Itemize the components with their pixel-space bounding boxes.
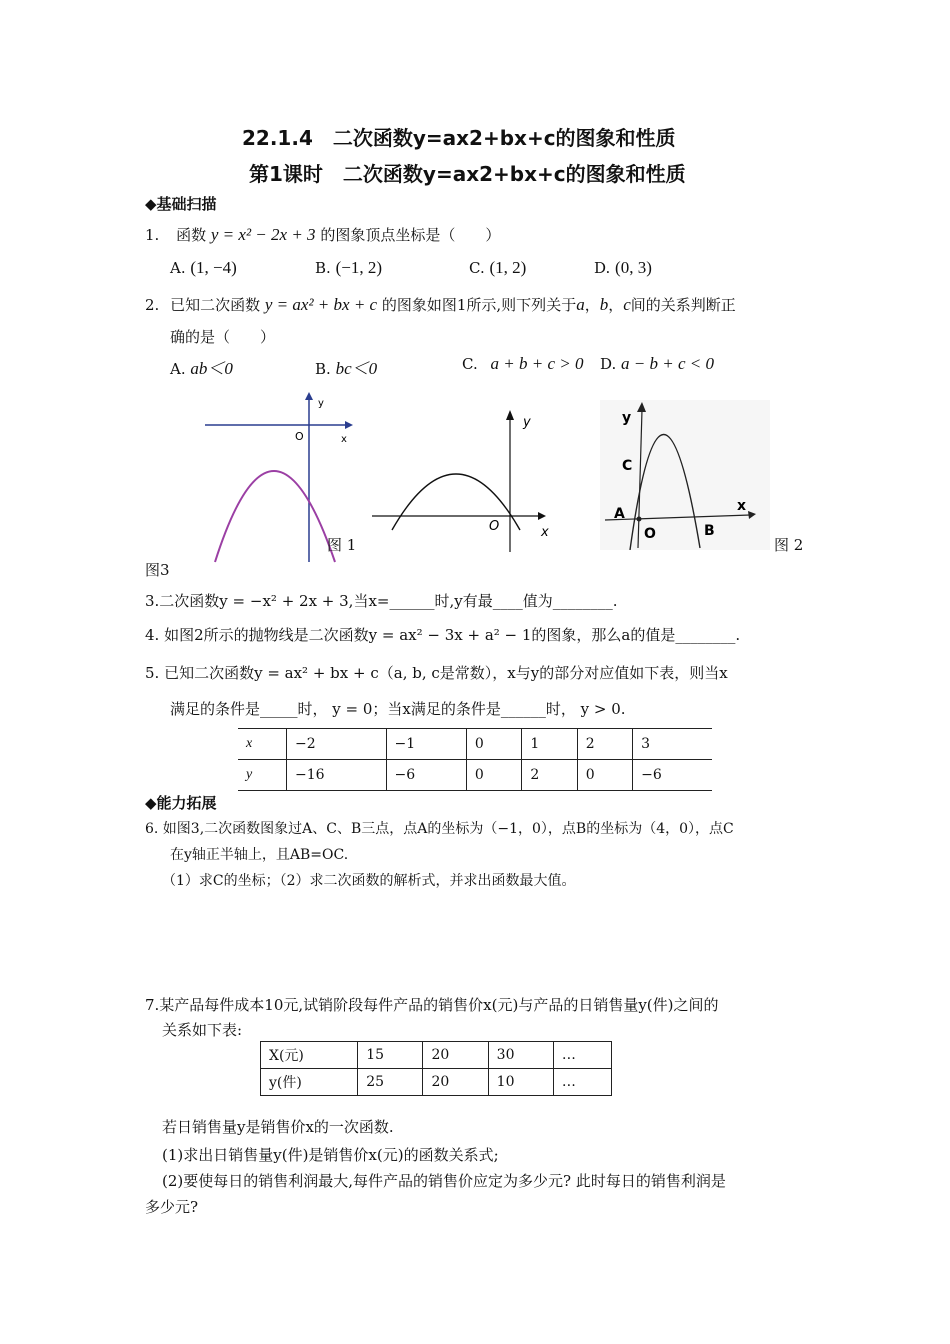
f2-label-y: y	[622, 410, 632, 426]
question-7-line4: (1)求出日销售量y(件)是销售价x(元)的函数关系式;	[162, 1146, 499, 1164]
q2-formula: y = ax² + bx + c	[264, 295, 378, 314]
q1-stem-b: 的图象顶点坐标是（ ）	[320, 226, 501, 244]
option-label: B.	[315, 259, 331, 277]
figure-2-graph	[600, 400, 770, 550]
table-cell: x	[238, 729, 287, 760]
table-row	[261, 1042, 612, 1069]
table-row	[261, 1069, 612, 1096]
option-value: ab＜0	[190, 359, 233, 378]
f1-label-x: x	[541, 525, 549, 540]
f2-label-b: B	[704, 523, 715, 539]
q5-value-table	[238, 728, 712, 791]
option-label: A.	[170, 360, 186, 378]
table-cell: 10	[488, 1069, 553, 1096]
q2-option-b[interactable]	[315, 354, 377, 379]
q2-stem-c: 间的关系判断正	[630, 296, 736, 314]
section-ability: ◆能力拓展	[145, 794, 217, 812]
q2-option-d[interactable]	[600, 354, 714, 374]
table-cell: 2	[522, 760, 577, 791]
f3-label-x: x	[341, 434, 347, 445]
figure-1-caption: 图 1	[327, 536, 357, 554]
table-row	[238, 760, 712, 791]
f3-label-y: y	[318, 398, 324, 409]
q2-stem-d: 确的是（ ）	[170, 328, 276, 346]
option-value: (−1, 2)	[335, 258, 382, 277]
question-6-line1: 6. 如图3,二次函数图象过A、C、B三点，点A的坐标为（−1，0），点B的坐标为（4，0），点C	[145, 821, 734, 837]
question-7-line6: 多少元?	[145, 1198, 199, 1216]
option-label: A.	[170, 259, 186, 277]
figure-3-caption: 图3	[145, 561, 170, 579]
table-cell: …	[553, 1042, 611, 1069]
q1-option-c[interactable]	[469, 258, 526, 278]
question-5-line2: 满足的条件是_____时， y = 0；当x满足的条件是______时， y > 0.	[170, 700, 626, 718]
option-value: (1, 2)	[489, 258, 527, 277]
question-7-line3: 若日销售量y是销售价x的一次函数.	[162, 1118, 394, 1136]
option-value: a − b + c < 0	[621, 354, 715, 373]
option-label: B.	[315, 360, 331, 378]
q2-var-a: a	[576, 295, 585, 314]
table-cell: 2	[577, 729, 632, 760]
q7-price-table	[260, 1041, 612, 1096]
option-label: D.	[594, 259, 611, 277]
f2-label-o: O	[644, 526, 656, 542]
option-label: D.	[600, 355, 617, 373]
question-4: 4. 如图2所示的抛物线是二次函数y = ax² − 3x + a² − 1的图象，那么a的值是________.	[145, 626, 741, 644]
question-7-line1: 7.某产品每件成本10元,试销阶段每件产品的销售价x(元)与产品的日销售量y(件)之间的	[145, 996, 719, 1014]
table-cell: 1	[522, 729, 577, 760]
f2-label-a: A	[614, 506, 625, 522]
q1-option-d[interactable]	[594, 258, 652, 278]
table-cell: X(元)	[261, 1042, 358, 1069]
table-cell: 20	[423, 1069, 488, 1096]
question-2: 2. 已知二次函数 y = ax² + bx + c 的图象如图1所示,则下列关于a，b，c间的关系判断正	[145, 295, 736, 314]
table-cell: 3	[633, 729, 712, 760]
question-5-line1: 5. 已知二次函数y = ax² + bx + c（a, b, c是常数），x与y的部分对应值如下表，则当x	[145, 664, 728, 682]
table-cell: y(件)	[261, 1069, 358, 1096]
q1-number: 1.	[145, 226, 160, 244]
f2-label-c: C	[622, 458, 633, 474]
q2-option-a[interactable]	[170, 354, 233, 379]
table-cell: 30	[488, 1042, 553, 1069]
q2-stem-a: 已知二次函数	[170, 296, 261, 314]
table-cell: −2	[287, 729, 386, 760]
page-subtitle: 第1课时 二次函数y=ax2+bx+c的图象和性质	[249, 162, 686, 186]
q1-stem-a: 函数	[176, 226, 207, 244]
parabola-curve	[392, 474, 520, 530]
q2-var-b: b	[599, 295, 609, 314]
question-6-line2: 在y轴正半轴上，且AB=OC.	[170, 847, 349, 863]
option-value: a + b + c > 0	[490, 354, 584, 373]
question-3: 3.二次函数y = −x² + 2x + 3,当x=______时,y有最____值为________.	[145, 592, 618, 610]
q2-var-c: c	[623, 295, 631, 314]
question-7-line2: 关系如下表:	[162, 1021, 243, 1039]
option-label: C.	[462, 355, 478, 373]
q1-option-b[interactable]	[315, 258, 382, 278]
q1-formula: y = x² − 2x + 3	[210, 225, 316, 244]
x-axis-arrow	[345, 421, 353, 429]
table-cell: 0	[577, 760, 632, 791]
x-axis-arrow	[538, 512, 546, 520]
table-cell: 0	[466, 729, 521, 760]
page-title: 22.1.4 二次函数y=ax2+bx+c的图象和性质	[242, 126, 676, 150]
y-axis-arrow	[305, 392, 313, 400]
q1-option-a[interactable]	[170, 258, 237, 278]
question-6-line3: （1）求C的坐标；（2）求二次函数的解析式，并求出函数最大值。	[162, 873, 576, 889]
origin-point	[637, 517, 642, 522]
table-cell: −6	[386, 760, 466, 791]
table-cell: 15	[358, 1042, 423, 1069]
f2-label-x: x	[737, 498, 747, 514]
parabola-curve	[215, 471, 335, 562]
table-cell: −16	[287, 760, 386, 791]
q2-option-c[interactable]	[462, 354, 583, 374]
f1-label-y: y	[523, 415, 531, 430]
table-row	[238, 729, 712, 760]
option-label: C.	[469, 259, 485, 277]
f1-label-origin: O	[489, 519, 500, 534]
y-axis-arrow	[506, 410, 514, 420]
table-cell: y	[238, 760, 287, 791]
option-value: (1, −4)	[190, 258, 237, 277]
option-value: bc＜0	[335, 359, 378, 378]
question-1	[145, 224, 500, 245]
option-value: (0, 3)	[615, 258, 652, 277]
q2-number: 2.	[145, 296, 160, 314]
table-cell: 20	[423, 1042, 488, 1069]
table-cell: −1	[386, 729, 466, 760]
q2-stem-b: 的图象如图1所示,则下列关于	[381, 296, 577, 314]
question-7-line5: (2)要使每日的销售利润最大,每件产品的销售价应定为多少元? 此时每日的销售利润是	[162, 1172, 726, 1190]
table-cell: 25	[358, 1069, 423, 1096]
figure-1-graph	[368, 408, 558, 558]
table-cell: −6	[633, 760, 712, 791]
f3-label-origin: O	[295, 430, 304, 443]
table-cell: 0	[466, 760, 521, 791]
figure-2-caption: 图 2	[774, 536, 804, 554]
section-basic: ◆基础扫描	[145, 195, 217, 213]
table-cell: …	[553, 1069, 611, 1096]
